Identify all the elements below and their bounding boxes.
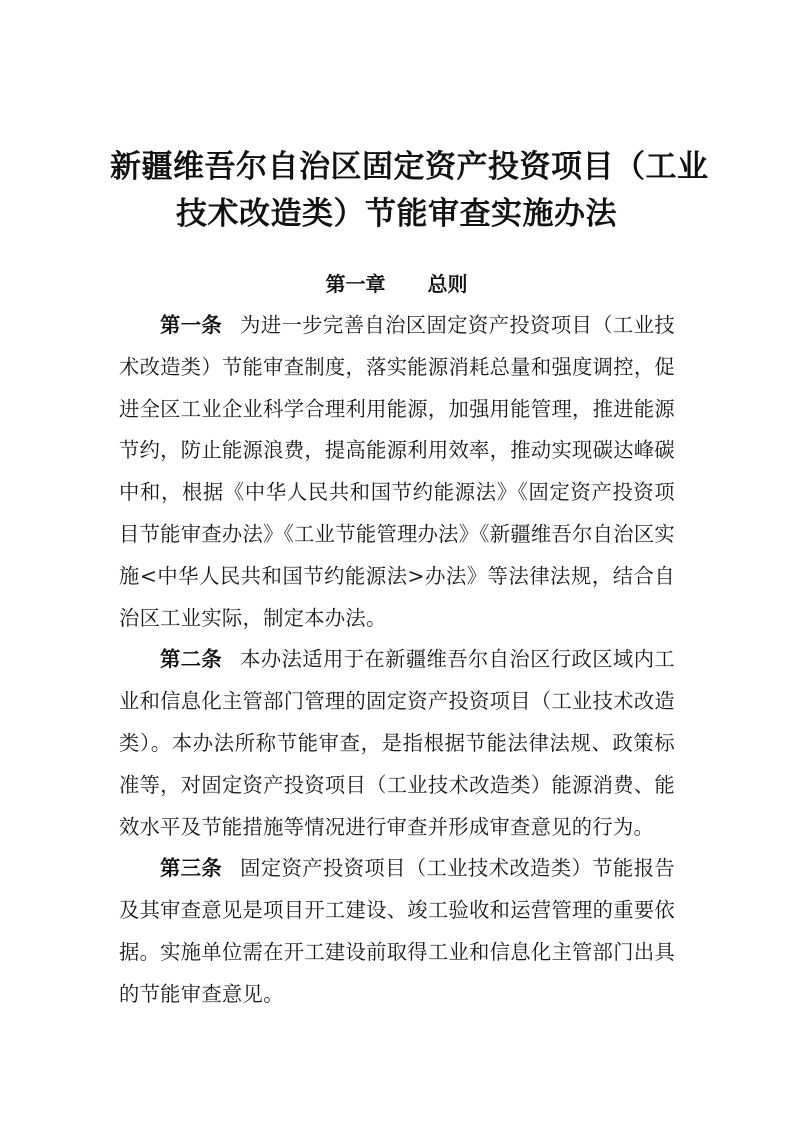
article-3 [119,848,675,1015]
chapter-number: 第一章 [325,272,386,296]
article-1-label: 第一条 [160,313,223,337]
article-2 [119,639,675,848]
article-2-label: 第二条 [160,647,223,672]
article-list [119,305,675,1016]
title-line-1: 新疆维吾尔自治区固定资产投资项目（工业 [110,149,709,185]
chapter-heading [0,268,793,300]
article-1 [119,305,675,639]
article-1-text: 为进一步完善自治区固定资产投资项目（工业技术改造类）节能审查制度，落实能源消耗总量和强度调控，促进全区工业企业科学合理利用能源，加强用能管理，推进能源节约，防止能源浪费，提高能源利用效率，推动实现碳达峰碳中和，根据《中华人民共和国节约能源法》《固定资产投资项目节能审查办法》《工业节能管理办法》《新疆维吾尔自治区实施<中华人民共和国节约能源法>办法》等法律法规，结合自治区工业实际，制定本办法。 [119,313,675,630]
chapter-name: 总则 [427,272,468,296]
title-line-2: 技术改造类）节能审查实施办法 [176,196,617,232]
article-2-text: 本办法适用于在新疆维吾尔自治区行政区域内工业和信息化主管部门管理的固定资产投资项目（工业技术改造类）。本办法所称节能审查，是指根据节能法律法规、政策标准等，对固定资产投资项目（工业技术改造类）能源消费、能效水平及节能措施等情况进行审查并形成审查意见的行为。 [119,647,675,839]
article-3-label: 第三条 [160,856,223,881]
article-3-text: 固定资产投资项目（工业技术改造类）节能报告及其审查意见是项目开工建设、竣工验收和运营管理的重要依据。实施单位需在开工建设前取得工业和信息化主管部门出具的节能审查意见。 [119,856,675,1006]
document-title [110,144,709,238]
